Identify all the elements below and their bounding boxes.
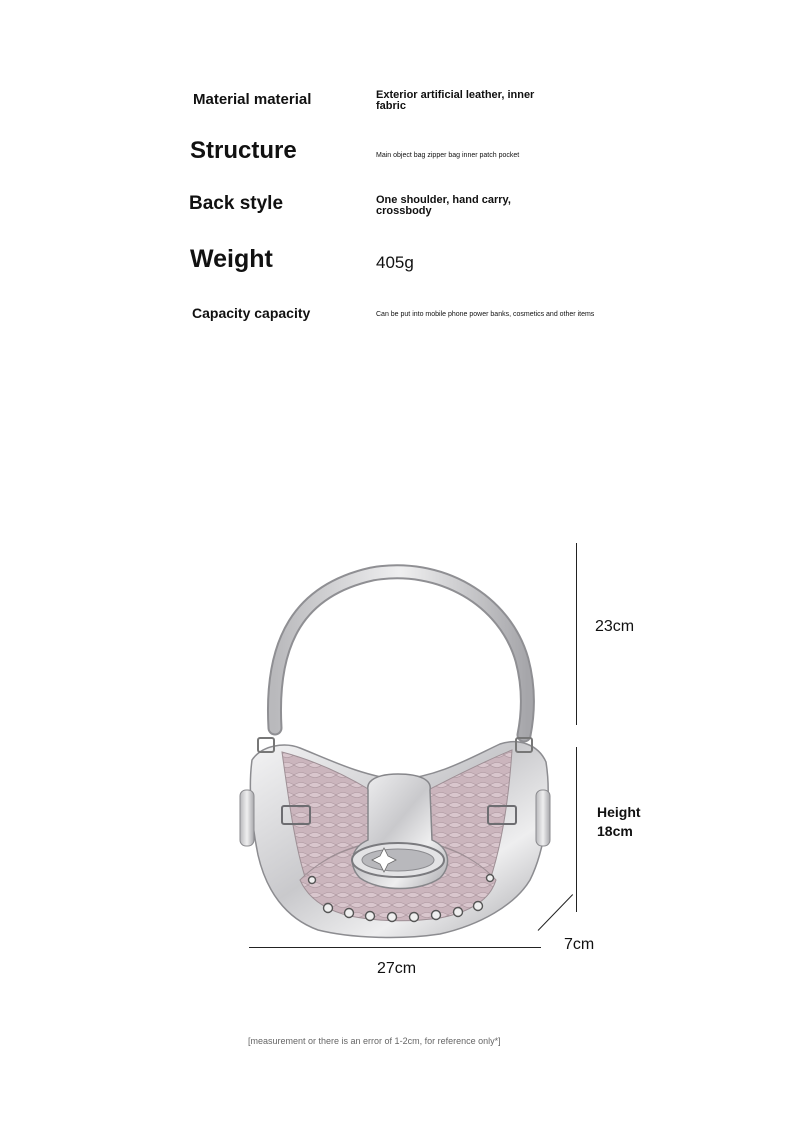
width-label: 27cm <box>377 960 417 977</box>
spec-value: One shoulder, hand carry, crossbody <box>376 194 511 217</box>
spec-label: Material material <box>193 91 312 108</box>
spec-value: Can be put into mobile phone power banks, cosmetics and other items <box>376 311 595 318</box>
spec-value: Main object bag zipper bag inner patch pocket <box>376 152 520 159</box>
measurement-note: [measurement or there is an error of 1-2cm, for reference only*] <box>248 1036 501 1046</box>
strap-height-label: 23cm <box>595 618 635 635</box>
spec-label: Back style <box>189 193 284 214</box>
spec-label: Structure <box>190 137 297 164</box>
depth-label: 7cm <box>564 936 595 953</box>
width-line <box>249 947 541 948</box>
height-title: Height <box>597 804 641 820</box>
spec-label: Capacity capacity <box>192 305 311 321</box>
spec-value: 405g <box>376 253 414 272</box>
strap-height-line <box>576 543 577 725</box>
body-height-line <box>576 747 577 912</box>
spec-value: Exterior artificial leather, inner fabric <box>376 89 535 112</box>
spec-label: Weight <box>190 245 273 273</box>
height-value: 18cm <box>597 823 633 839</box>
body-height-label <box>597 803 641 841</box>
